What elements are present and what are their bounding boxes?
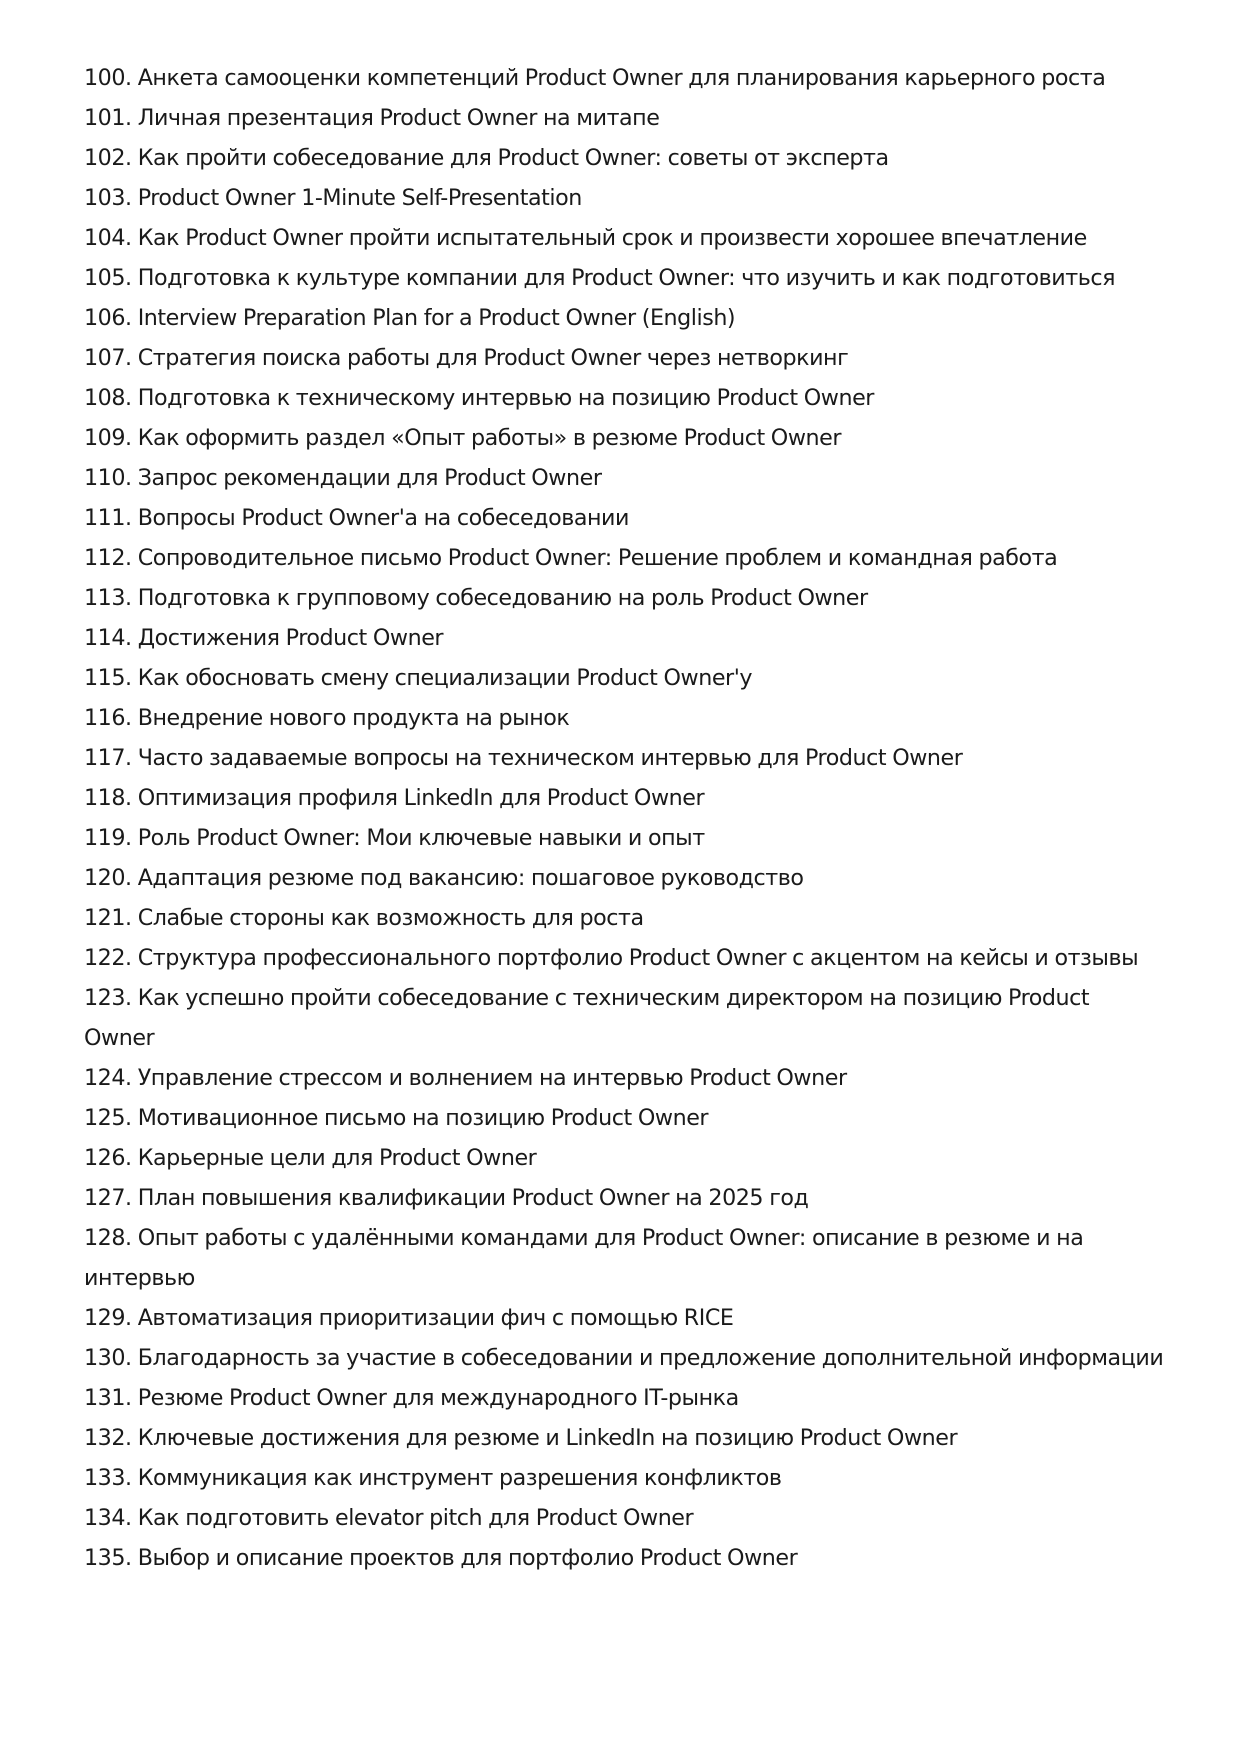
list-item: 109. Как оформить раздел «Опыт работы» в резюме Product Owner	[84, 425, 841, 451]
list-item: 124. Управление стрессом и волнением на интервью Product Owner	[84, 1065, 847, 1091]
list-item: 120. Адаптация резюме под вакансию: пошаговое руководство	[84, 865, 804, 891]
list-item: 121. Слабые стороны как возможность для роста	[84, 905, 644, 931]
list-item: 116. Внедрение нового продукта на рынок	[84, 705, 570, 731]
list-item: 126. Карьерные цели для Product Owner	[84, 1145, 537, 1171]
list-item: 130. Благодарность за участие в собеседовании и предложение дополнительной информации	[84, 1345, 1164, 1371]
list-item: 118. Оптимизация профиля LinkedIn для Product Owner	[84, 785, 705, 811]
list-item: 105. Подготовка к культуре компании для Product Owner: что изучить и как подготовиться	[84, 265, 1116, 291]
list-item: 127. План повышения квалификации Product Owner на 2025 год	[84, 1185, 809, 1211]
list-item: 103. Product Owner 1-Minute Self-Presentation	[84, 185, 582, 211]
list-item: 132. Ключевые достижения для резюме и LinkedIn на позицию Product Owner	[84, 1425, 958, 1451]
list-item: 111. Вопросы Product Owner'а на собеседовании	[84, 505, 629, 531]
list-item: 123. Как успешно пройти собеседование с техническим директором на позицию Product Owner	[84, 985, 1090, 1051]
list-item: 106. Interview Preparation Plan for a Product Owner (English)	[84, 305, 736, 331]
list-item: 117. Часто задаваемые вопросы на техническом интервью для Product Owner	[84, 745, 963, 771]
list-item: 110. Запрос рекомендации для Product Owner	[84, 465, 602, 491]
list-item: 100. Анкета самооценки компетенций Product Owner для планирования карьерного роста	[84, 65, 1106, 91]
list-item: 114. Достижения Product Owner	[84, 625, 444, 651]
list-item: 128. Опыт работы с удалёнными командами для Product Owner: описание в резюме и на интервью	[84, 1225, 1084, 1291]
list-item: 101. Личная презентация Product Owner на митапе	[84, 105, 660, 131]
list-item: 107. Стратегия поиска работы для Product Owner через нетворкинг	[84, 345, 849, 371]
document-page	[84, 58, 1164, 1578]
list-item: 108. Подготовка к техническому интервью на позицию Product Owner	[84, 385, 874, 411]
list-item: 135. Выбор и описание проектов для портфолио Product Owner	[84, 1545, 798, 1571]
list-item: 134. Как подготовить elevator pitch для Product Owner	[84, 1505, 694, 1531]
list-item: 115. Как обосновать смену специализации Product Owner'у	[84, 665, 753, 691]
list-item: 131. Резюме Product Owner для международного IT-рынка	[84, 1385, 739, 1411]
list-item: 104. Как Product Owner пройти испытательный срок и произвести хорошее впечатление	[84, 225, 1087, 251]
list-item: 133. Коммуникация как инструмент разрешения конфликтов	[84, 1465, 782, 1491]
list-item: 119. Роль Product Owner: Мои ключевые навыки и опыт	[84, 825, 705, 851]
list-item: 129. Автоматизация приоритизации фич с помощью RICE	[84, 1305, 734, 1331]
list-item: 102. Как пройти собеседование для Product Owner: советы от эксперта	[84, 145, 889, 171]
list-item: 113. Подготовка к групповому собеседованию на роль Product Owner	[84, 585, 868, 611]
list-item: 125. Мотивационное письмо на позицию Product Owner	[84, 1105, 709, 1131]
list-item: 112. Сопроводительное письмо Product Owner: Решение проблем и командная работа	[84, 545, 1058, 571]
list-item: 122. Структура профессионального портфолио Product Owner с акцентом на кейсы и отзывы	[84, 945, 1139, 971]
